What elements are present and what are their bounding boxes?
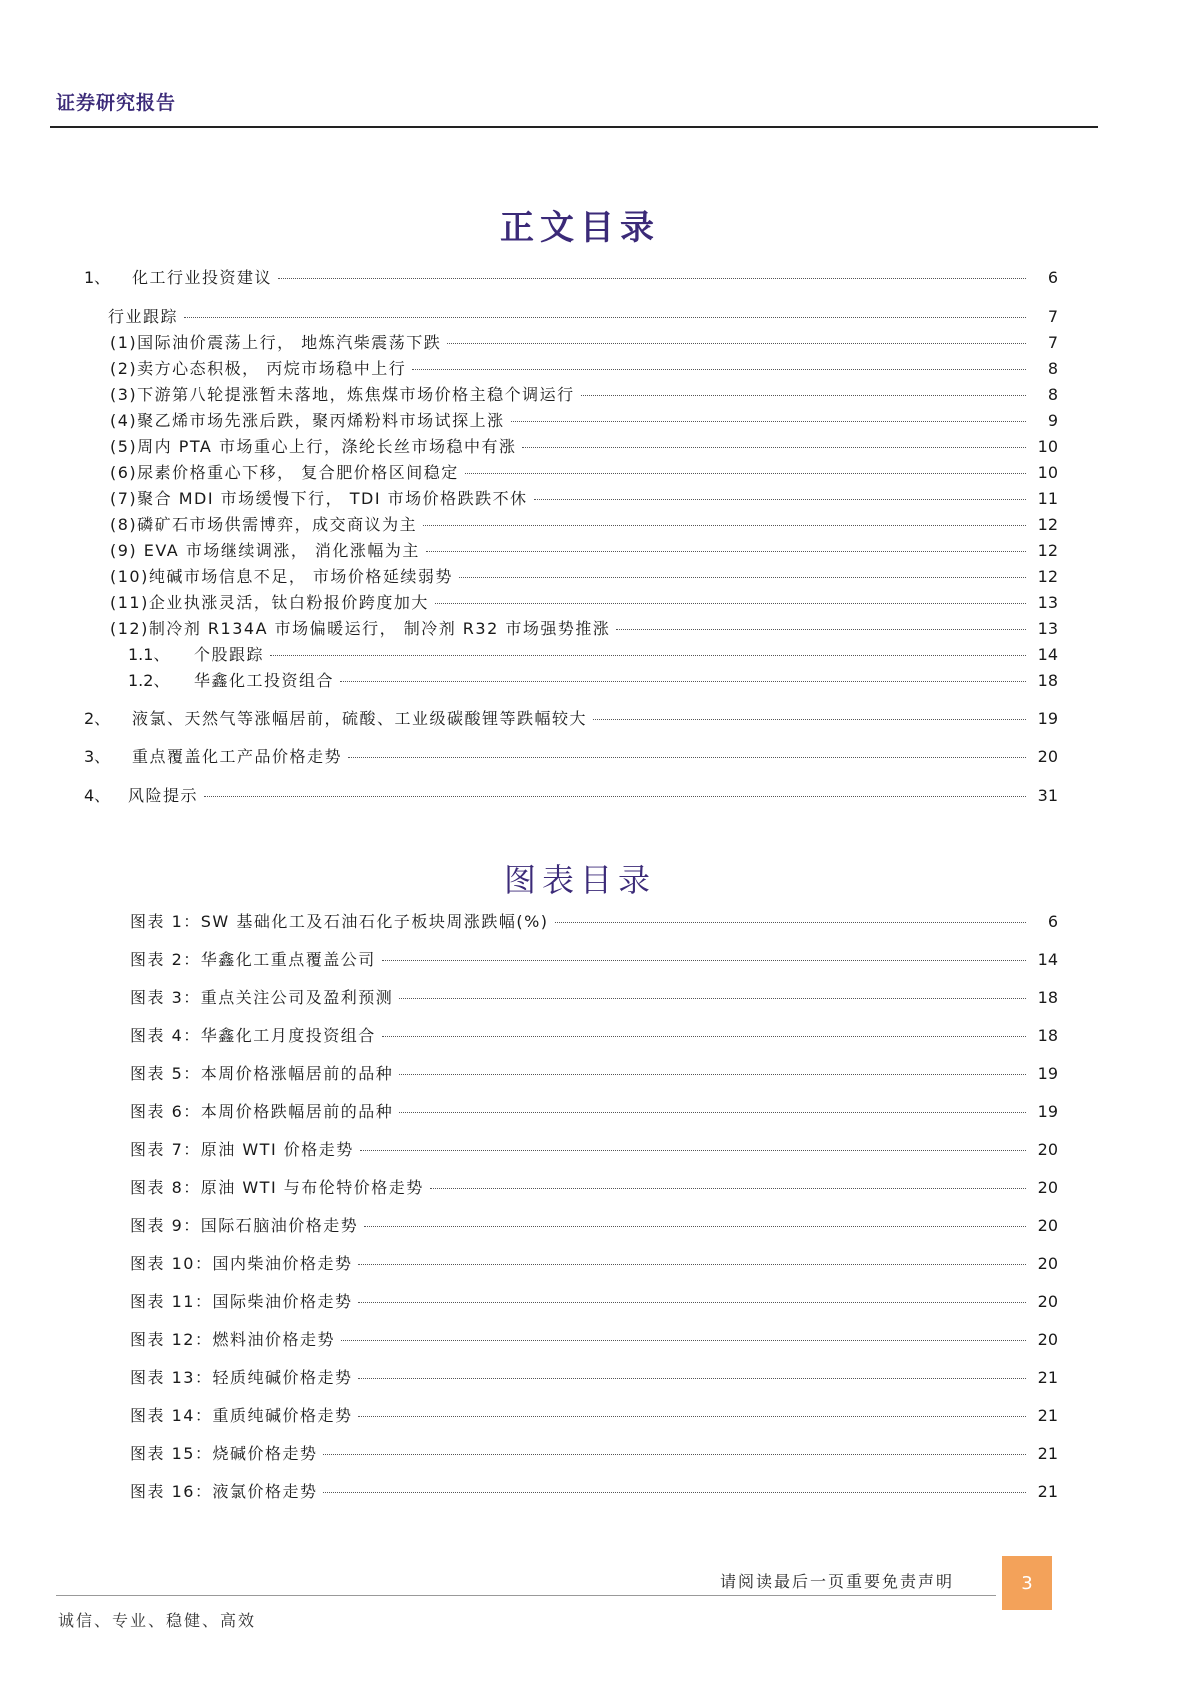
chart-toc-item[interactable] <box>130 1214 1058 1238</box>
toc-item-text: 华鑫化工投资组合 <box>194 671 335 690</box>
chart-toc-item[interactable] <box>130 1328 1058 1352</box>
toc-item-page: 7 <box>1047 307 1058 326</box>
toc-item-page: 12 <box>1037 515 1058 534</box>
chart-toc-item-page: 20 <box>1037 1216 1058 1235</box>
toc-item-page: 10 <box>1037 463 1058 482</box>
chart-toc-item-text: 图表 11：国际柴油价格走势 <box>130 1292 353 1311</box>
chart-toc-item-page: 14 <box>1037 950 1058 969</box>
toc-item[interactable] <box>84 745 1058 769</box>
toc-item[interactable] <box>110 539 1058 563</box>
toc-item-page: 13 <box>1037 593 1058 612</box>
toc-item-text: (9) EVA 市场继续调涨， 消化涨幅为主 <box>110 541 420 560</box>
toc-item-text: (7)聚合 MDI 市场缓慢下行， TDI 市场价格跌跌不休 <box>110 489 528 508</box>
chart-toc-item-page: 6 <box>1047 912 1058 931</box>
chart-toc-item[interactable] <box>130 910 1058 934</box>
toc-leader-dots <box>581 394 1026 396</box>
toc-leader-dots <box>426 550 1026 552</box>
toc-item[interactable] <box>128 643 1058 667</box>
toc-item[interactable] <box>110 409 1058 433</box>
chart-toc-item-page: 20 <box>1037 1254 1058 1273</box>
chart-toc-item[interactable] <box>130 1138 1058 1162</box>
footer-divider <box>56 1595 996 1596</box>
toc-leader-dots <box>358 1377 1026 1379</box>
chart-toc-item-text: 图表 15：烧碱价格走势 <box>130 1444 318 1463</box>
toc-item[interactable] <box>128 669 1058 693</box>
toc-leader-dots <box>522 446 1026 448</box>
company-motto: 诚信、专业、稳健、高效 <box>58 1611 257 1630</box>
toc-leader-dots <box>278 277 1026 279</box>
chart-toc-item[interactable] <box>130 1252 1058 1276</box>
toc-leader-dots <box>323 1453 1026 1455</box>
toc-leader-dots <box>382 1035 1026 1037</box>
toc-item-text: (8)磷矿石市场供需博弈，成交商议为主 <box>110 515 418 534</box>
toc-item-page: 8 <box>1047 385 1058 404</box>
toc-item[interactable] <box>110 461 1058 485</box>
toc-leader-dots <box>358 1415 1026 1417</box>
chart-toc-item-text: 图表 3：重点关注公司及盈利预测 <box>130 988 394 1007</box>
toc-leader-dots <box>511 420 1026 422</box>
toc-item-number: 4、 <box>84 786 111 805</box>
chart-toc-item-page: 21 <box>1037 1406 1058 1425</box>
chart-toc-item-text: 图表 16：液氯价格走势 <box>130 1482 318 1501</box>
toc-item[interactable] <box>110 565 1058 589</box>
toc-item-page: 14 <box>1037 645 1058 664</box>
toc-leader-dots <box>435 602 1026 604</box>
chart-toc-item-page: 18 <box>1037 1026 1058 1045</box>
toc-item-page: 10 <box>1037 437 1058 456</box>
toc-item[interactable] <box>110 591 1058 615</box>
toc-item-page: 31 <box>1037 786 1058 805</box>
toc-item-text: 个股跟踪 <box>194 645 265 664</box>
toc-item[interactable] <box>108 305 1058 329</box>
toc-item-text: (6)尿素价格重心下移， 复合肥价格区间稳定 <box>110 463 459 482</box>
chart-toc-item-text: 图表 13：轻质纯碱价格走势 <box>130 1368 353 1387</box>
toc-leader-dots <box>534 498 1026 500</box>
chart-toc-item-text: 图表 12：燃料油价格走势 <box>130 1330 335 1349</box>
toc-item-text: (5)周内 PTA 市场重心上行，涤纶长丝市场稳中有涨 <box>110 437 517 456</box>
toc-item-page: 11 <box>1037 489 1058 508</box>
toc-item[interactable] <box>110 487 1058 511</box>
toc-item-text: 重点覆盖化工产品价格走势 <box>132 747 343 766</box>
toc-leader-dots <box>616 628 1026 630</box>
chart-toc-item[interactable] <box>130 1404 1058 1428</box>
toc-item-text: 化工行业投资建议 <box>132 268 273 287</box>
toc-item[interactable] <box>84 266 1058 290</box>
toc-item-page: 8 <box>1047 359 1058 378</box>
chart-toc-item[interactable] <box>130 986 1058 1010</box>
chart-toc-item[interactable] <box>130 1442 1058 1466</box>
toc-leader-dots <box>323 1491 1026 1493</box>
chart-toc-item-text: 图表 2：华鑫化工重点覆盖公司 <box>130 950 376 969</box>
toc-leader-dots <box>423 524 1026 526</box>
toc-item-number: 1.1、 <box>128 645 170 664</box>
toc-item-text: (11)企业执涨灵活，钛白粉报价跨度加大 <box>110 593 429 612</box>
chart-toc-item-page: 20 <box>1037 1140 1058 1159</box>
toc-item[interactable] <box>110 357 1058 381</box>
toc-leader-dots <box>341 1339 1026 1341</box>
chart-toc-item-text: 图表 6：本周价格跌幅居前的品种 <box>130 1102 394 1121</box>
chart-toc-item-page: 20 <box>1037 1330 1058 1349</box>
toc-item-number: 2、 <box>84 709 111 728</box>
chart-toc-item-page: 20 <box>1037 1292 1058 1311</box>
toc-item-page: 12 <box>1037 567 1058 586</box>
toc-item[interactable] <box>110 617 1058 641</box>
toc-leader-dots <box>358 1301 1026 1303</box>
toc-item-page: 9 <box>1047 411 1058 430</box>
toc-item-text: (12)制冷剂 R134A 市场偏暖运行， 制冷剂 R32 市场强势推涨 <box>110 619 611 638</box>
toc-leader-dots <box>382 959 1026 961</box>
toc-item-page: 20 <box>1037 747 1058 766</box>
chart-toc-item[interactable] <box>130 1366 1058 1390</box>
toc-item-page: 13 <box>1037 619 1058 638</box>
chart-toc-item-text: 图表 1：SW 基础化工及石油石化子板块周涨跌幅(%) <box>130 912 549 931</box>
chart-toc-item-page: 21 <box>1037 1444 1058 1463</box>
toc-leader-dots <box>459 576 1026 578</box>
toc-leader-dots <box>465 472 1026 474</box>
chart-toc-item-text: 图表 9：国际石脑油价格走势 <box>130 1216 359 1235</box>
header-divider <box>50 126 1098 128</box>
chart-toc-item[interactable] <box>130 1062 1058 1086</box>
chart-toc-item-page: 21 <box>1037 1368 1058 1387</box>
toc-item[interactable] <box>110 331 1058 355</box>
charts-toc-title: 图表目录 <box>503 861 656 899</box>
chart-toc-item-page: 18 <box>1037 988 1058 1007</box>
toc-leader-dots <box>555 921 1026 923</box>
toc-leader-dots <box>399 1111 1026 1113</box>
toc-item-text: 液氯、天然气等涨幅居前，硫酸、工业级碳酸锂等跌幅较大 <box>132 709 588 728</box>
toc-leader-dots <box>593 718 1026 720</box>
chart-toc-item-page: 20 <box>1037 1178 1058 1197</box>
toc-leader-dots <box>399 997 1026 999</box>
toc-leader-dots <box>358 1263 1026 1265</box>
chart-toc-item[interactable] <box>130 1024 1058 1048</box>
toc-title: 正文目录 <box>500 208 660 248</box>
chart-toc-item[interactable] <box>130 1290 1058 1314</box>
toc-leader-dots <box>340 680 1026 682</box>
toc-leader-dots <box>412 368 1026 370</box>
toc-item-number: 3、 <box>84 747 111 766</box>
toc-item-page: 7 <box>1047 333 1058 352</box>
toc-item[interactable] <box>110 383 1058 407</box>
page-number-badge: 3 <box>1002 1556 1052 1610</box>
toc-leader-dots <box>270 654 1026 656</box>
chart-toc-item-text: 图表 8：原油 WTI 与布伦特价格走势 <box>130 1178 424 1197</box>
disclaimer-note: 请阅读最后一页重要免责声明 <box>720 1572 955 1591</box>
toc-item-page: 6 <box>1047 268 1058 287</box>
toc-leader-dots <box>399 1073 1026 1075</box>
chart-toc-item[interactable] <box>130 1176 1058 1200</box>
toc-item-text: (2)卖方心态积极， 丙烷市场稳中上行 <box>110 359 407 378</box>
toc-item-number: 1、 <box>84 268 111 287</box>
chart-toc-item[interactable] <box>130 1100 1058 1124</box>
toc-item-page: 12 <box>1037 541 1058 560</box>
toc-item-text: (10)纯碱市场信息不足， 市场价格延续弱势 <box>110 567 453 586</box>
toc-item-number: 1.2、 <box>128 671 170 690</box>
chart-toc-item-page: 19 <box>1037 1064 1058 1083</box>
toc-leader-dots <box>360 1149 1026 1151</box>
toc-item-text: 行业跟踪 <box>108 307 179 326</box>
toc-leader-dots <box>204 795 1026 797</box>
chart-toc-item-page: 21 <box>1037 1482 1058 1501</box>
toc-item-text: (3)下游第八轮提涨暂未落地，炼焦煤市场价格主稳个调运行 <box>110 385 575 404</box>
toc-leader-dots <box>447 342 1026 344</box>
toc-item-text: 风险提示 <box>128 786 199 805</box>
toc-leader-dots <box>184 316 1026 318</box>
chart-toc-item[interactable] <box>130 1480 1058 1504</box>
report-type-label: 证券研究报告 <box>56 92 177 114</box>
chart-toc-item[interactable] <box>130 948 1058 972</box>
chart-toc-item-text: 图表 5：本周价格涨幅居前的品种 <box>130 1064 394 1083</box>
toc-item-text: (1)国际油价震荡上行， 地炼汽柴震荡下跌 <box>110 333 442 352</box>
toc-leader-dots <box>430 1187 1026 1189</box>
chart-toc-item-text: 图表 7：原油 WTI 价格走势 <box>130 1140 354 1159</box>
toc-leader-dots <box>348 756 1026 758</box>
toc-leader-dots <box>364 1225 1026 1227</box>
chart-toc-item-page: 19 <box>1037 1102 1058 1121</box>
toc-item-page: 18 <box>1037 671 1058 690</box>
toc-item[interactable] <box>110 435 1058 459</box>
chart-toc-item-text: 图表 4：华鑫化工月度投资组合 <box>130 1026 376 1045</box>
toc-item[interactable] <box>110 513 1058 537</box>
chart-toc-item-text: 图表 10：国内柴油价格走势 <box>130 1254 353 1273</box>
toc-item[interactable] <box>84 784 1058 808</box>
toc-item-text: (4)聚乙烯市场先涨后跌，聚丙烯粉料市场试探上涨 <box>110 411 505 430</box>
chart-toc-item-text: 图表 14：重质纯碱价格走势 <box>130 1406 353 1425</box>
toc-item[interactable] <box>84 707 1058 731</box>
toc-item-page: 19 <box>1037 709 1058 728</box>
